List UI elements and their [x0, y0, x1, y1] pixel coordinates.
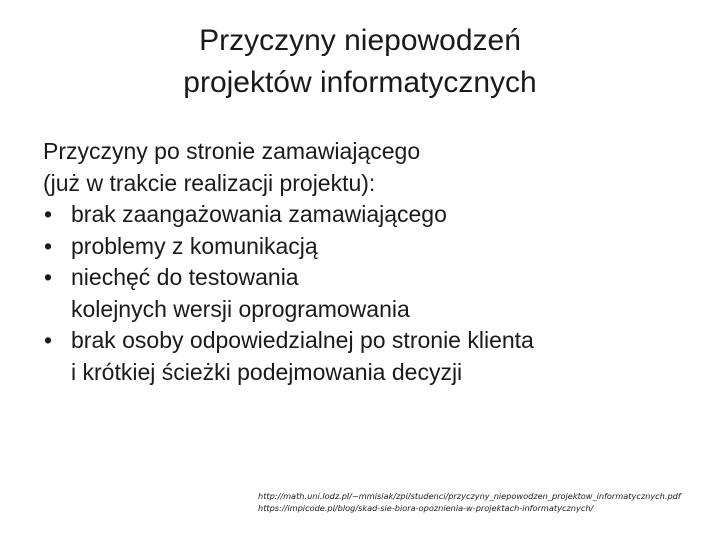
slide-title	[60, 20, 660, 104]
bullet-item	[43, 199, 693, 231]
slide-body	[43, 136, 693, 388]
bullet-text: brak zaangażowania zamawiającego	[71, 201, 447, 227]
intro-line-1: Przyczyny po stronie zamawiającego	[43, 138, 421, 164]
intro-line-2: (już w trakcie realizacji projektu):	[43, 169, 376, 196]
slide-title-line-1: Przyczyny niepowodzeń	[199, 24, 521, 57]
bullet-icon: •	[44, 327, 53, 353]
bullet-icon: •	[44, 232, 53, 259]
bullet-icon: •	[44, 264, 53, 290]
bullet-text-continuation: kolejnych wersji oprogramowania	[71, 295, 410, 322]
source-link[interactable]: http://math.uni.lodz.pl/~mmisiak/zpi/studenci/przyczyny_niepowodzen_projektow_informatycznych.pdf	[258, 491, 681, 501]
bullet-text: brak osoby odpowiedzialnej po stronie klienta	[71, 327, 534, 353]
bullet-list	[43, 199, 693, 388]
bullet-item	[43, 325, 693, 388]
bullet-text-continuation: i krótkiej ścieżki podejmowania decyzji	[71, 358, 463, 385]
bullet-text: niechęć do testowania	[71, 264, 299, 290]
source-link[interactable]: https://impicode.pl/blog/skad-sie-biora-opoznienia-w-projektach-informatycznych/	[258, 503, 594, 513]
sources	[258, 490, 713, 514]
bullet-icon: •	[44, 201, 53, 227]
bullet-item	[43, 231, 693, 263]
bullet-text: problemy z komunikacją	[71, 232, 318, 259]
bullet-item	[43, 262, 693, 325]
slide-title-line-2: projektów informatycznych	[183, 66, 537, 99]
